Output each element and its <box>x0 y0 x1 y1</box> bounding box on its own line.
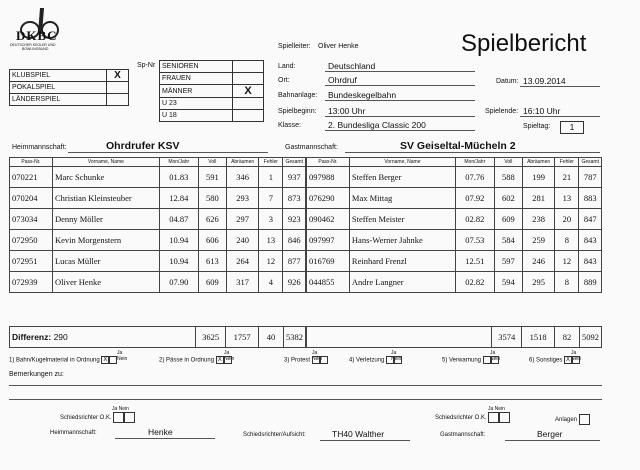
guest-total-abr: 1518 <box>522 327 555 348</box>
player-name: Lucas Müller <box>52 251 159 272</box>
player-abraeumen: 293 <box>226 188 258 209</box>
yes-no-header: Ja Nein <box>224 350 235 362</box>
home-team-label: Heimmannschaft: <box>12 144 67 151</box>
player-mon-jahr: 10.94 <box>159 251 198 272</box>
game-type-mark[interactable] <box>107 82 129 94</box>
player-row <box>307 272 602 293</box>
player-fehler: 1 <box>259 167 283 188</box>
player-name: Reinhard Frenzl <box>349 251 455 272</box>
anlagen-box[interactable] <box>579 414 590 425</box>
player-mon-jahr: 02.82 <box>455 209 494 230</box>
home-total-fehler: 40 <box>259 327 284 348</box>
player-voll: 613 <box>198 251 226 272</box>
player-abraeumen: 264 <box>226 251 258 272</box>
player-row <box>10 209 306 230</box>
player-name: Kevin Morgenstern <box>52 230 159 251</box>
player-gesamt: 877 <box>283 251 306 272</box>
check-yes-box[interactable] <box>483 356 491 364</box>
player-name: Andre Langner <box>349 272 455 293</box>
player-row <box>10 188 306 209</box>
player-fehler: 4 <box>259 272 283 293</box>
klasse-label: Klasse: <box>278 122 301 129</box>
logo-subtitle-1: DEUTSCHER KEGLER UND <box>10 43 56 47</box>
player-name: Steffen Meister <box>349 209 455 230</box>
difference-label: Differenz: <box>12 332 52 342</box>
player-pass-nr: 097988 <box>307 167 350 188</box>
guest-total-gesamt: 5092 <box>580 327 602 348</box>
guest-team-label: Gastmannschaft: <box>285 144 338 151</box>
col-pass: Pass-Nr. <box>307 158 350 167</box>
player-voll: 626 <box>198 209 226 230</box>
player-name: Denny Möller <box>52 209 159 230</box>
player-name: Oliver Henke <box>52 272 159 293</box>
guest-results-table <box>306 157 602 293</box>
player-abraeumen: 297 <box>226 209 258 230</box>
player-fehler: 8 <box>555 272 579 293</box>
player-gesamt: 883 <box>579 188 602 209</box>
col-fehler: Fehler <box>259 158 283 167</box>
category-label: MÄNNER <box>160 85 233 98</box>
player-voll: 609 <box>494 209 522 230</box>
player-voll: 591 <box>198 167 226 188</box>
category-label: U 18 <box>160 110 233 122</box>
player-pass-nr: 073034 <box>10 209 53 230</box>
category-mark[interactable] <box>233 73 264 85</box>
category-mark[interactable]: X <box>233 85 264 98</box>
home-table-header <box>10 158 306 167</box>
player-abraeumen: 281 <box>522 188 554 209</box>
player-row <box>307 230 602 251</box>
home-team-name: Ohrdrufer KSV <box>106 140 180 152</box>
spielende-label: Spielende: <box>485 108 519 115</box>
category-box <box>159 60 264 122</box>
yes-no-header: Ja Nein <box>490 350 501 362</box>
spielleiter-label: Spielleiter: <box>278 43 311 50</box>
player-gesamt: 847 <box>579 209 602 230</box>
game-type-row <box>10 94 129 106</box>
player-gesamt: 787 <box>579 167 602 188</box>
player-abraeumen: 346 <box>226 167 258 188</box>
player-gesamt: 926 <box>283 272 306 293</box>
col-mon: Mon/Jahr <box>455 158 494 167</box>
player-name: Marc Schunke <box>52 167 159 188</box>
home-results-table <box>9 157 306 293</box>
guest-table-header <box>307 158 602 167</box>
yes-no-header: Ja Nein <box>112 406 129 412</box>
player-pass-nr: 090462 <box>307 209 350 230</box>
player-pass-nr: 072950 <box>10 230 53 251</box>
player-mon-jahr: 10.94 <box>159 230 198 251</box>
spielende-value: 16:10 Uhr <box>523 106 561 116</box>
check-no-box[interactable] <box>572 356 580 364</box>
home-total-gesamt: 5382 <box>284 327 306 348</box>
player-gesamt: 937 <box>283 167 306 188</box>
check-label: 6) Sonstiges <box>529 357 563 364</box>
anlagen-label: Anlagen <box>555 417 578 424</box>
col-gesamt: Gesamt <box>579 158 602 167</box>
check-no-box[interactable] <box>491 356 499 364</box>
land-value: Deutschland <box>328 61 376 71</box>
referee-signature-label: Schiedsrichter/Aufsicht: <box>243 432 306 438</box>
sp-nr-label: Sp-Nr <box>137 62 156 69</box>
check-label: 4) Verletzung <box>349 357 385 364</box>
player-name: Steffen Berger <box>349 167 455 188</box>
dkbc-logo <box>10 6 65 56</box>
player-abraeumen: 246 <box>522 251 554 272</box>
guest-team-name: SV Geiseltal-Mücheln 2 <box>400 140 516 152</box>
player-voll: 606 <box>198 230 226 251</box>
player-name: Max Mittag <box>349 188 455 209</box>
check-yes-box[interactable]: X <box>103 357 108 363</box>
category-row <box>160 98 264 110</box>
guest-signature-label: Gastmannschaft: <box>440 432 486 438</box>
category-label: FRAUEN <box>160 73 233 85</box>
yes-no-header: Ja Nein <box>488 406 505 412</box>
player-gesamt: 873 <box>283 188 306 209</box>
category-mark[interactable] <box>233 98 264 110</box>
home-total-voll: 3625 <box>196 327 226 348</box>
col-abr: Abräumen <box>226 158 258 167</box>
guest-total-voll: 3574 <box>492 327 522 348</box>
player-voll: 594 <box>494 272 522 293</box>
player-voll: 584 <box>494 230 522 251</box>
check-yes-box[interactable] <box>386 356 394 364</box>
player-gesamt: 923 <box>283 209 306 230</box>
col-pass: Pass-Nr. <box>10 158 53 167</box>
category-label: U 23 <box>160 98 233 110</box>
player-abraeumen: 238 <box>522 209 554 230</box>
player-mon-jahr: 12.84 <box>159 188 198 209</box>
player-abraeumen: 240 <box>226 230 258 251</box>
datum-value: 13.09.2014 <box>523 76 566 86</box>
player-row <box>307 251 602 272</box>
col-fehler: Fehler <box>555 158 579 167</box>
player-name: Christian Kleinsteuber <box>52 188 159 209</box>
player-fehler: 8 <box>555 230 579 251</box>
remarks-line-2[interactable] <box>9 399 602 400</box>
check-label: 3) Protest <box>284 357 311 364</box>
player-fehler: 3 <box>259 209 283 230</box>
col-gesamt: Gesamt <box>283 158 306 167</box>
player-row <box>307 188 602 209</box>
spieltag-value: 1 <box>560 121 584 134</box>
referee-ok-no-box[interactable] <box>499 412 510 423</box>
player-mon-jahr: 12.51 <box>455 251 494 272</box>
spieltag-label: Spieltag: <box>523 123 551 130</box>
klasse-value: 2. Bundesliga Classic 200 <box>328 120 426 130</box>
player-fehler: 13 <box>555 188 579 209</box>
player-fehler: 13 <box>259 230 283 251</box>
player-row <box>307 209 602 230</box>
player-pass-nr: 097997 <box>307 230 350 251</box>
player-pass-nr: 070221 <box>10 167 53 188</box>
check-label: 5) Verwarnung <box>442 357 482 364</box>
player-row <box>10 167 306 188</box>
player-mon-jahr: 07.76 <box>455 167 494 188</box>
remarks-line-1[interactable] <box>9 385 602 386</box>
player-abraeumen: 199 <box>522 167 554 188</box>
guest-total-spacer <box>307 327 492 348</box>
checks-row <box>9 350 609 370</box>
category-mark[interactable] <box>233 110 264 122</box>
referee-ok-no-box[interactable] <box>124 412 135 423</box>
player-voll: 609 <box>198 272 226 293</box>
game-type-mark[interactable]: X <box>107 70 129 82</box>
check-yes-box[interactable]: X <box>217 357 222 363</box>
player-row <box>10 251 306 272</box>
player-fehler: 20 <box>555 209 579 230</box>
home-signature-label: Heimmannschaft: <box>50 430 97 436</box>
difference-value: 290 <box>53 332 68 342</box>
guest-signature: Berger <box>537 429 563 439</box>
player-mon-jahr: 02.82 <box>455 272 494 293</box>
col-voll: Voll <box>198 158 226 167</box>
player-pass-nr: 044855 <box>307 272 350 293</box>
game-type-row <box>10 70 129 82</box>
check-no-box[interactable] <box>109 356 117 364</box>
check-no-box[interactable] <box>224 356 232 364</box>
player-mon-jahr: 07.53 <box>455 230 494 251</box>
referee-ok-label-left: Schiedsrichter O.K. <box>60 415 112 422</box>
player-gesamt: 889 <box>579 272 602 293</box>
player-fehler: 7 <box>259 188 283 209</box>
home-totals-row <box>9 326 306 348</box>
game-type-row <box>10 82 129 94</box>
ort-label: Ort: <box>278 77 290 84</box>
player-voll: 597 <box>494 251 522 272</box>
player-row <box>10 272 306 293</box>
yes-no-header: Ja Nein <box>391 350 402 362</box>
game-type-label: POKALSPIEL <box>10 82 107 94</box>
player-pass-nr: 072951 <box>10 251 53 272</box>
game-type-box <box>9 69 129 106</box>
spielbeginn-value: 13:00 Uhr <box>328 106 366 116</box>
player-mon-jahr: 04.87 <box>159 209 198 230</box>
player-gesamt: 846 <box>283 230 306 251</box>
logo-letters: DKBC <box>16 28 58 43</box>
player-abraeumen: 259 <box>522 230 554 251</box>
player-pass-nr: 070204 <box>10 188 53 209</box>
check-label: 1) Bahn/Kugelmaterial in Ordnung <box>9 357 100 364</box>
home-signature: Henke <box>148 427 173 437</box>
category-row <box>160 110 264 122</box>
player-voll: 580 <box>198 188 226 209</box>
referee-ok-label-right: Schiedsrichter O.K. <box>435 415 487 422</box>
player-row <box>10 230 306 251</box>
category-row <box>160 85 264 98</box>
player-pass-nr: 072939 <box>10 272 53 293</box>
player-gesamt: 843 <box>579 251 602 272</box>
player-abraeumen: 295 <box>522 272 554 293</box>
check-no-box[interactable] <box>320 356 328 364</box>
bahnanlage-value: Bundeskegelbahn <box>328 90 397 100</box>
col-mon: Mon/Jahr <box>159 158 198 167</box>
spielbeginn-label: Spielbeginn: <box>278 108 317 115</box>
category-label: SENIOREN <box>160 61 233 73</box>
referee-ok-yes-box[interactable] <box>113 412 124 423</box>
game-type-label: KLUBSPIEL <box>10 70 107 82</box>
bahnanlage-label: Bahnanlage: <box>278 92 318 99</box>
player-abraeumen: 317 <box>226 272 258 293</box>
player-voll: 602 <box>494 188 522 209</box>
referee-ok-yes-box[interactable] <box>488 412 499 423</box>
yes-no-header: Ja Nein <box>312 350 323 362</box>
yes-no-header: Ja Nein <box>571 350 582 362</box>
difference-cell <box>10 327 196 348</box>
category-row <box>160 73 264 85</box>
col-abr: Abräumen <box>522 158 554 167</box>
player-fehler: 21 <box>555 167 579 188</box>
player-pass-nr: 076290 <box>307 188 350 209</box>
player-gesamt: 843 <box>579 230 602 251</box>
check-label: 2) Pässe in Ordnung <box>159 357 215 364</box>
guest-total-fehler: 82 <box>555 327 580 348</box>
player-mon-jahr: 07.92 <box>455 188 494 209</box>
player-fehler: 12 <box>555 251 579 272</box>
player-voll: 588 <box>494 167 522 188</box>
datum-label: Datum: <box>496 78 519 85</box>
home-total-abr: 1757 <box>226 327 259 348</box>
check-yes-box[interactable]: X <box>566 357 571 363</box>
game-type-label: LÄNDERSPIEL <box>10 94 107 106</box>
remarks-label: Bemerkungen zu: <box>9 371 64 378</box>
player-fehler: 12 <box>259 251 283 272</box>
player-mon-jahr: 07.90 <box>159 272 198 293</box>
category-row <box>160 61 264 73</box>
guest-totals-row <box>306 326 602 348</box>
col-name: Vorname, Name <box>349 158 455 167</box>
category-mark[interactable] <box>233 61 264 73</box>
player-mon-jahr: 01.83 <box>159 167 198 188</box>
check-yes-box[interactable] <box>312 356 320 364</box>
player-name: Hans-Werner Jahnke <box>349 230 455 251</box>
game-type-mark[interactable] <box>107 94 129 106</box>
ort-value: Ohrdruf <box>328 75 357 85</box>
land-label: Land: <box>278 63 296 70</box>
player-row <box>307 167 602 188</box>
col-voll: Voll <box>494 158 522 167</box>
check-no-box[interactable] <box>394 356 402 364</box>
spielleiter-value: Oliver Henke <box>318 43 359 50</box>
referee-signature: TH40 Walther <box>332 429 385 439</box>
player-pass-nr: 016769 <box>307 251 350 272</box>
logo-subtitle-2: BOWLINGBUND <box>22 47 49 51</box>
document-title: Spielbericht <box>461 30 587 57</box>
yes-no-header: Ja Nein <box>117 350 128 362</box>
col-name: Vorname, Name <box>52 158 159 167</box>
